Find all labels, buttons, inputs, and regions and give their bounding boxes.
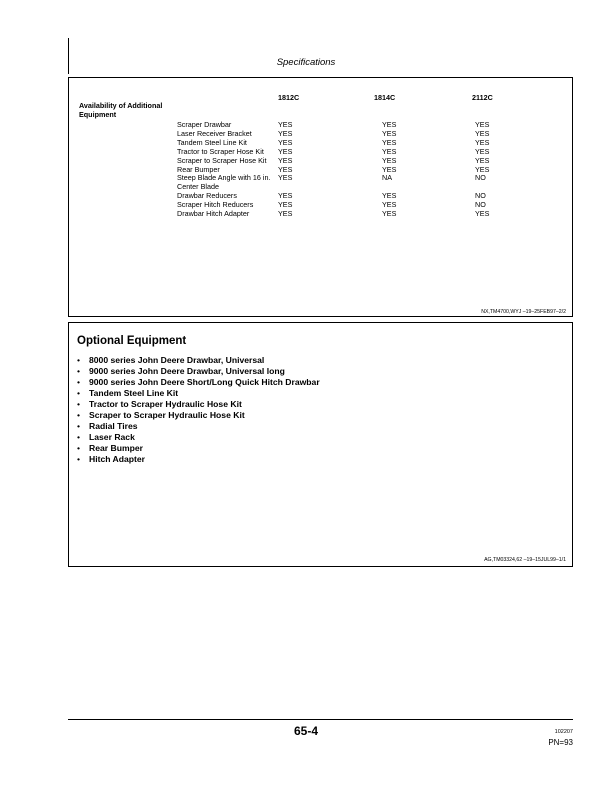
list-item-text: Laser Rack <box>89 432 135 442</box>
availability-value: YES <box>278 164 293 174</box>
availability-value: YES <box>475 164 490 174</box>
optional-equipment-list <box>77 355 377 465</box>
column-header-2112c: 2112C <box>472 93 493 102</box>
footer-pn: PN=93 <box>548 738 573 747</box>
footer-date: 102207 <box>554 729 573 735</box>
availability-value: YES <box>382 191 397 201</box>
list-item <box>77 410 377 421</box>
bullet-icon: • <box>77 377 81 387</box>
availability-value: YES <box>278 137 293 147</box>
bullet-icon: • <box>77 421 81 431</box>
availability-value: YES <box>382 120 397 129</box>
availability-value: NO <box>475 173 486 183</box>
availability-value: YES <box>382 128 397 138</box>
equipment-item: Scraper Drawbar <box>177 120 232 129</box>
equipment-item: Scraper to Scraper Hose Kit <box>177 155 267 165</box>
availability-value: YES <box>475 128 490 138</box>
availability-value: NO <box>475 191 486 201</box>
list-item <box>77 377 377 388</box>
list-item <box>77 366 377 377</box>
table-row <box>177 210 555 219</box>
availability-value: YES <box>382 146 397 156</box>
section-title: Specifications <box>276 57 336 68</box>
column-header-1814c: 1814C <box>374 93 396 102</box>
list-item-text: 8000 series John Deere Drawbar, Universal <box>89 355 265 365</box>
list-item <box>77 454 377 465</box>
bullet-icon: • <box>77 399 81 409</box>
margin-rule <box>68 38 69 74</box>
bullet-icon: • <box>77 454 81 464</box>
availability-label: Availability of Additional Equipment <box>79 101 163 119</box>
availability-value: YES <box>278 120 293 129</box>
equipment-item: Rear Bumper <box>177 164 220 174</box>
list-item <box>77 443 377 454</box>
availability-value: YES <box>278 200 293 210</box>
availability-value: YES <box>382 137 397 147</box>
list-item-text: 9000 series John Deere Drawbar, Universal long <box>89 366 285 376</box>
list-item <box>77 388 377 399</box>
reference-code: AG,TM03324,62 –19–15JUL99–1/1 <box>484 557 566 563</box>
equipment-item: Laser Receiver Bracket <box>177 128 252 138</box>
list-item <box>77 399 377 410</box>
equipment-item: Steep Blade Angle with 16 in. Center Blade <box>177 173 271 192</box>
list-item-text: Tractor to Scraper Hydraulic Hose Kit <box>89 399 242 409</box>
availability-value: YES <box>278 209 293 219</box>
bullet-icon: • <box>77 366 81 376</box>
availability-value: YES <box>382 155 397 165</box>
list-item-text: Scraper to Scraper Hydraulic Hose Kit <box>89 410 245 420</box>
list-item-text: Tandem Steel Line Kit <box>89 388 179 398</box>
availability-value: NA <box>382 173 392 183</box>
bullet-icon: • <box>77 443 81 453</box>
availability-value: YES <box>475 137 490 147</box>
availability-value: NO <box>475 200 486 210</box>
column-header-1812c: 1812C <box>278 93 300 102</box>
reference-code: NX,TM4700,WYJ –19–25FEB97–2/2 <box>481 309 566 315</box>
availability-value: YES <box>382 164 397 174</box>
equipment-item: Drawbar Hitch Adapter <box>177 209 250 219</box>
bullet-icon: • <box>77 355 81 365</box>
availability-value: YES <box>475 146 490 156</box>
list-item <box>77 432 377 443</box>
list-item-text: 9000 series John Deere Short/Long Quick Hitch Drawbar <box>89 377 320 387</box>
list-item-text: Rear Bumper <box>89 443 143 453</box>
table-row <box>177 174 555 192</box>
availability-value: YES <box>382 200 397 210</box>
equipment-item: Scraper Hitch Reducers <box>177 200 254 210</box>
bullet-icon: • <box>77 410 81 420</box>
list-item-text: Hitch Adapter <box>89 454 146 464</box>
availability-value: YES <box>382 209 397 219</box>
availability-value: YES <box>278 146 293 156</box>
list-item-text: Radial Tires <box>89 421 138 431</box>
list-item <box>77 421 377 432</box>
list-item <box>77 355 377 366</box>
equipment-item: Tandem Steel Line Kit <box>177 137 247 147</box>
availability-value: YES <box>475 120 490 129</box>
equipment-availability-table <box>177 121 555 219</box>
page-number: 65-4 <box>293 724 319 738</box>
equipment-item: Drawbar Reducers <box>177 191 237 201</box>
equipment-item: Tractor to Scraper Hose Kit <box>177 146 264 156</box>
availability-value: YES <box>278 173 293 183</box>
optional-equipment-heading: Optional Equipment <box>77 335 187 347</box>
availability-value: YES <box>278 155 293 165</box>
optional-equipment-panel <box>68 322 573 567</box>
availability-value: YES <box>475 155 490 165</box>
bullet-icon: • <box>77 388 81 398</box>
table-row <box>177 157 555 166</box>
footer-rule <box>68 719 573 720</box>
additional-equipment-panel <box>68 77 573 317</box>
availability-value: YES <box>475 209 490 219</box>
availability-value: YES <box>278 128 293 138</box>
bullet-icon: • <box>77 432 81 442</box>
availability-value: YES <box>278 191 293 201</box>
